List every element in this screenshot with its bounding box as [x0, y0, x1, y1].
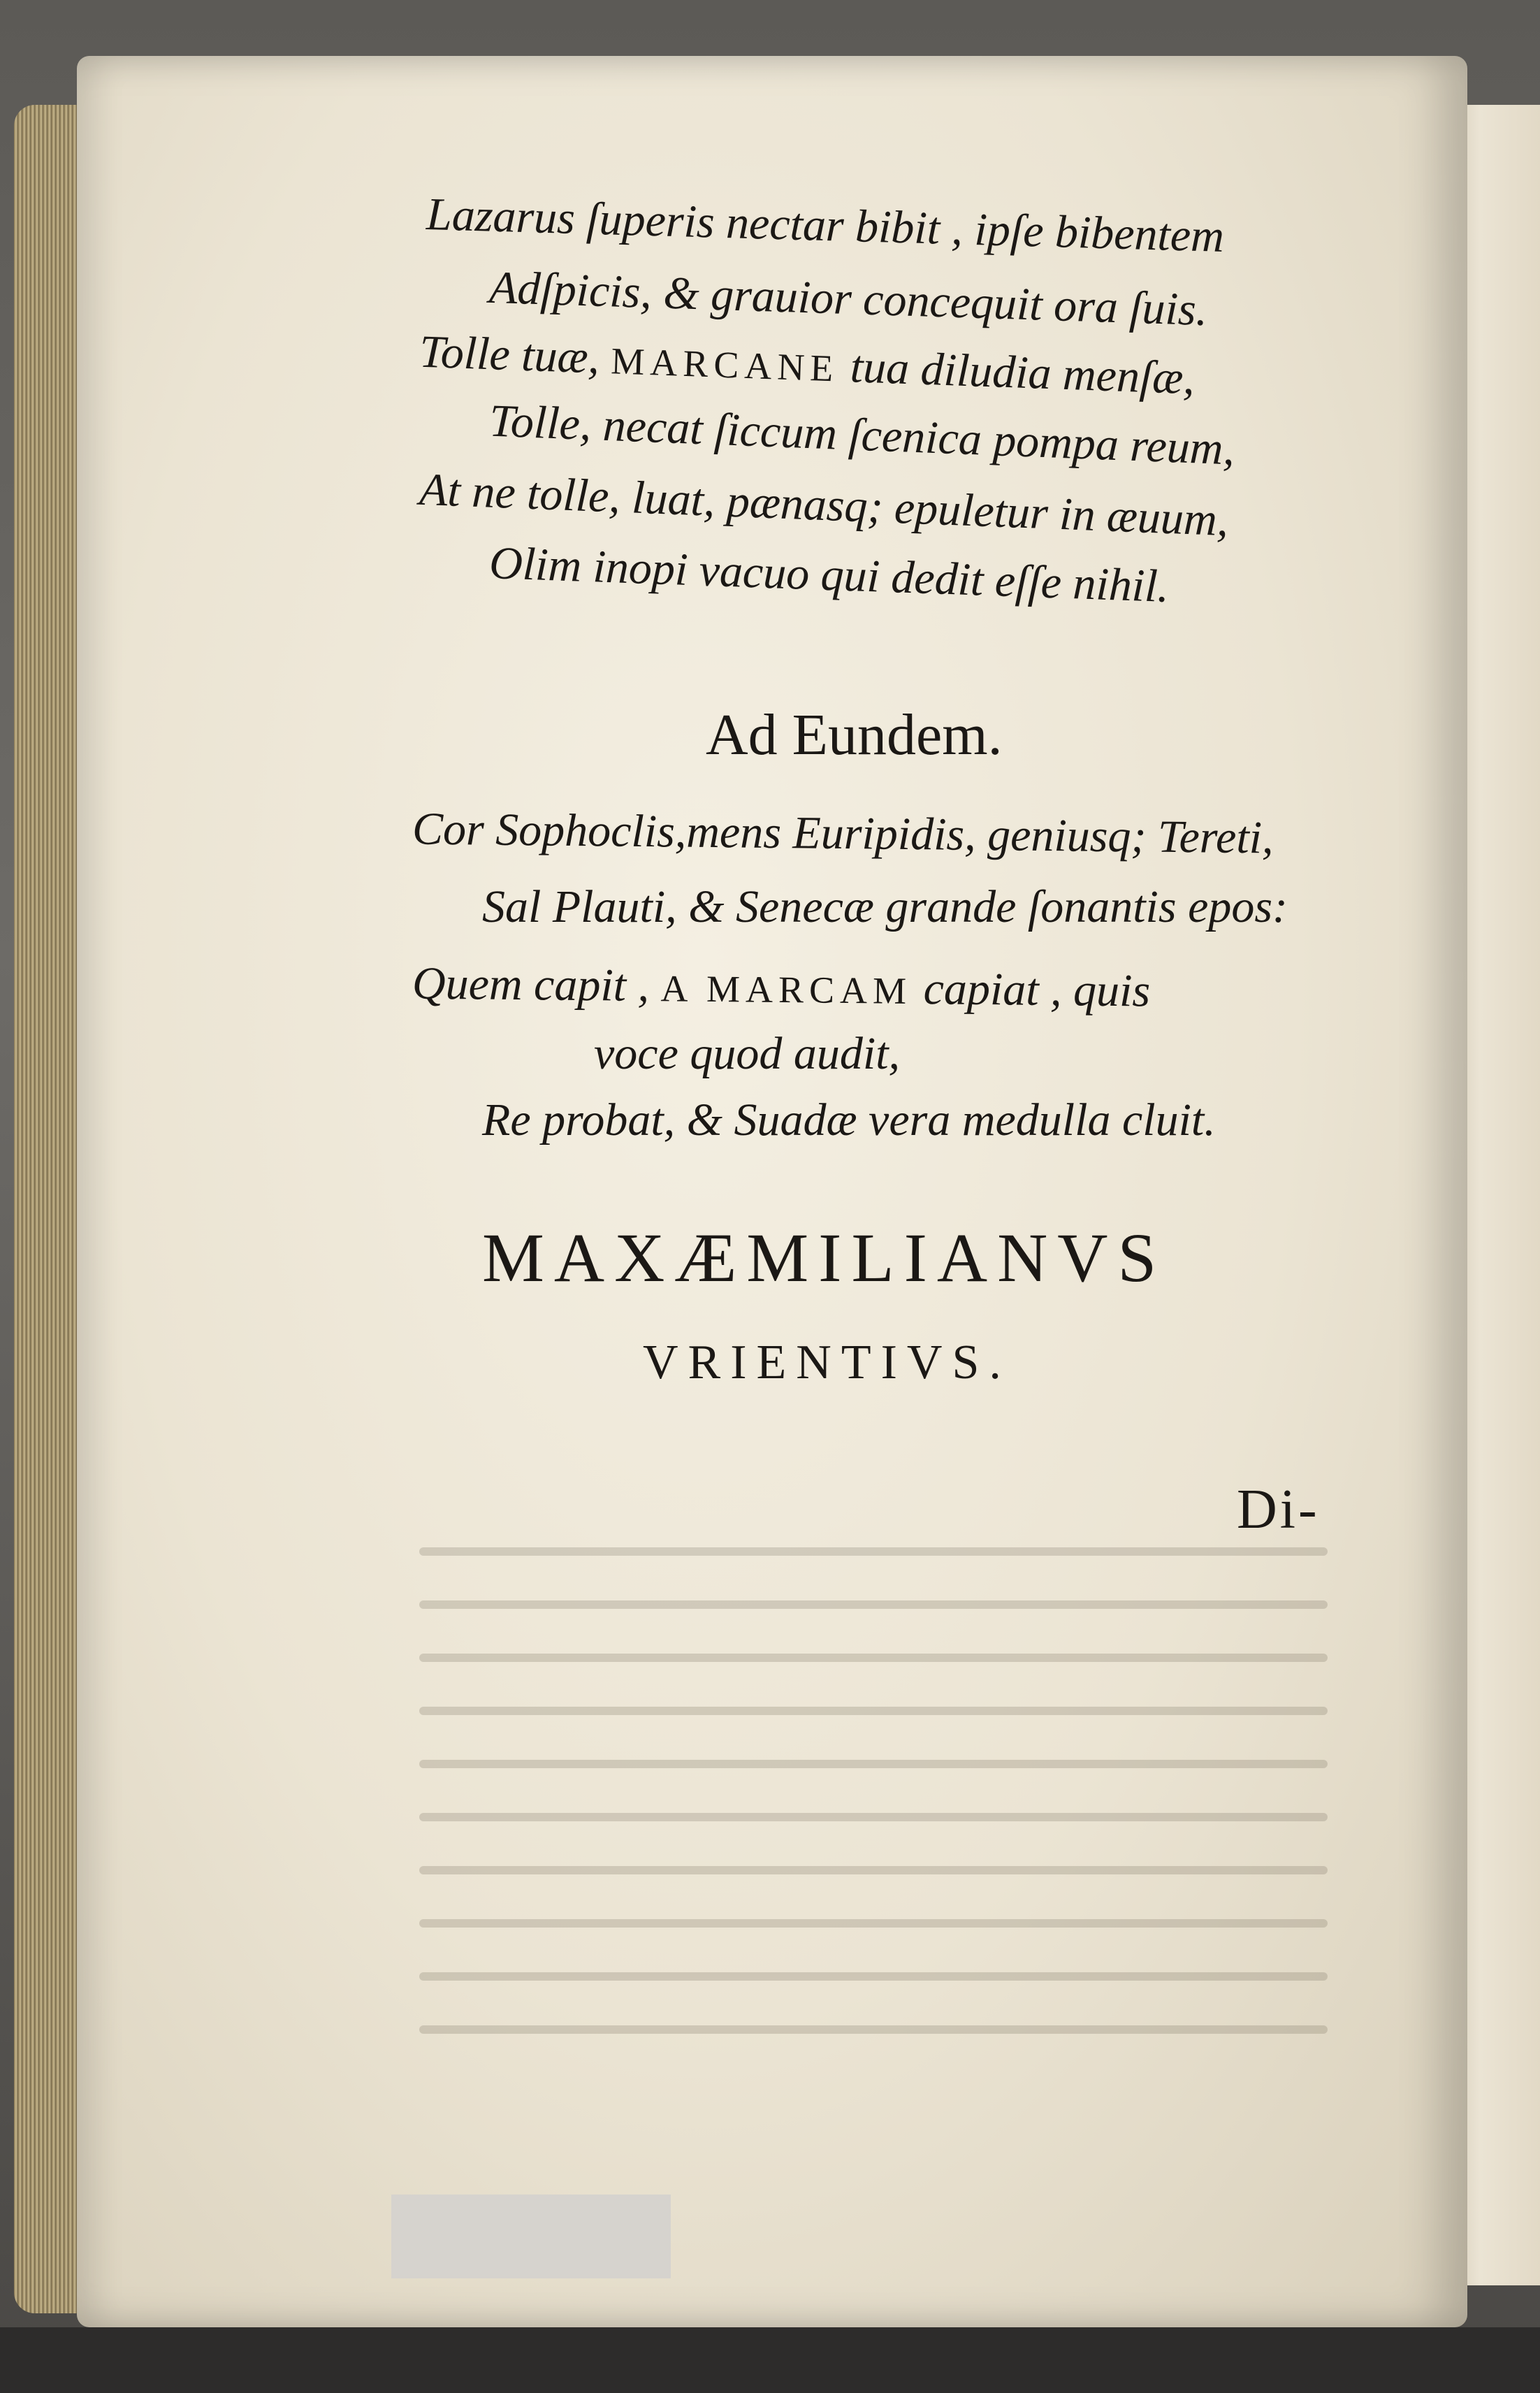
catchword: Di- [1237, 1479, 1320, 1540]
poem2-line-4: voce quod audit, [594, 1028, 901, 1079]
poem1-line-2: Adſpicis, & grauior concequit ora ſuis. [488, 261, 1209, 336]
background-surface [0, 2327, 1540, 2393]
poem1-name-caps: MARCANE [610, 340, 840, 390]
poem2-line-1: Cor Sophoclis,mens Euripidis, geniusq; Tereti, [412, 803, 1274, 864]
poem1-line-3-start: Tolle tuæ, [419, 326, 612, 384]
section-heading: Ad Eundem. [706, 702, 1003, 767]
poem2-line-3 [412, 957, 1151, 1017]
poem2-line-3-end: capiat , quis [911, 962, 1151, 1017]
poem2-line-5: Re probat, & Suadæ vera medulla cluit. [482, 1094, 1216, 1145]
poem1-line-1: Lazarus ſuperis nectar bibit , ipſe bibentem [426, 189, 1225, 262]
poem1-line-6: Olim inopi vacuo qui dedit eſſe nihil. [488, 537, 1170, 612]
signature-name-line-2: VRIENTIVS. [643, 1336, 1011, 1389]
show-through-text [419, 1503, 1328, 2202]
poem1-line-4: Tolle, necat ſiccum ſcenica pompa reum, [488, 395, 1236, 475]
poem2-name-caps: A MARCAM [660, 967, 913, 1012]
poem1-line-5: At ne tolle, luat, pænasq; epuletur in æuum, [419, 463, 1230, 547]
poem1-line-3-end: tua diludia menſæ, [838, 340, 1196, 405]
poem2-line-3-start: Quem capit , [412, 957, 661, 1012]
poem2-line-2: Sal Plauti, & Senecæ grande ſonantis epos: [482, 881, 1288, 932]
signature-name-line-1: MAXÆMILIANVS [482, 1219, 1167, 1296]
redacted-area [391, 2195, 671, 2278]
